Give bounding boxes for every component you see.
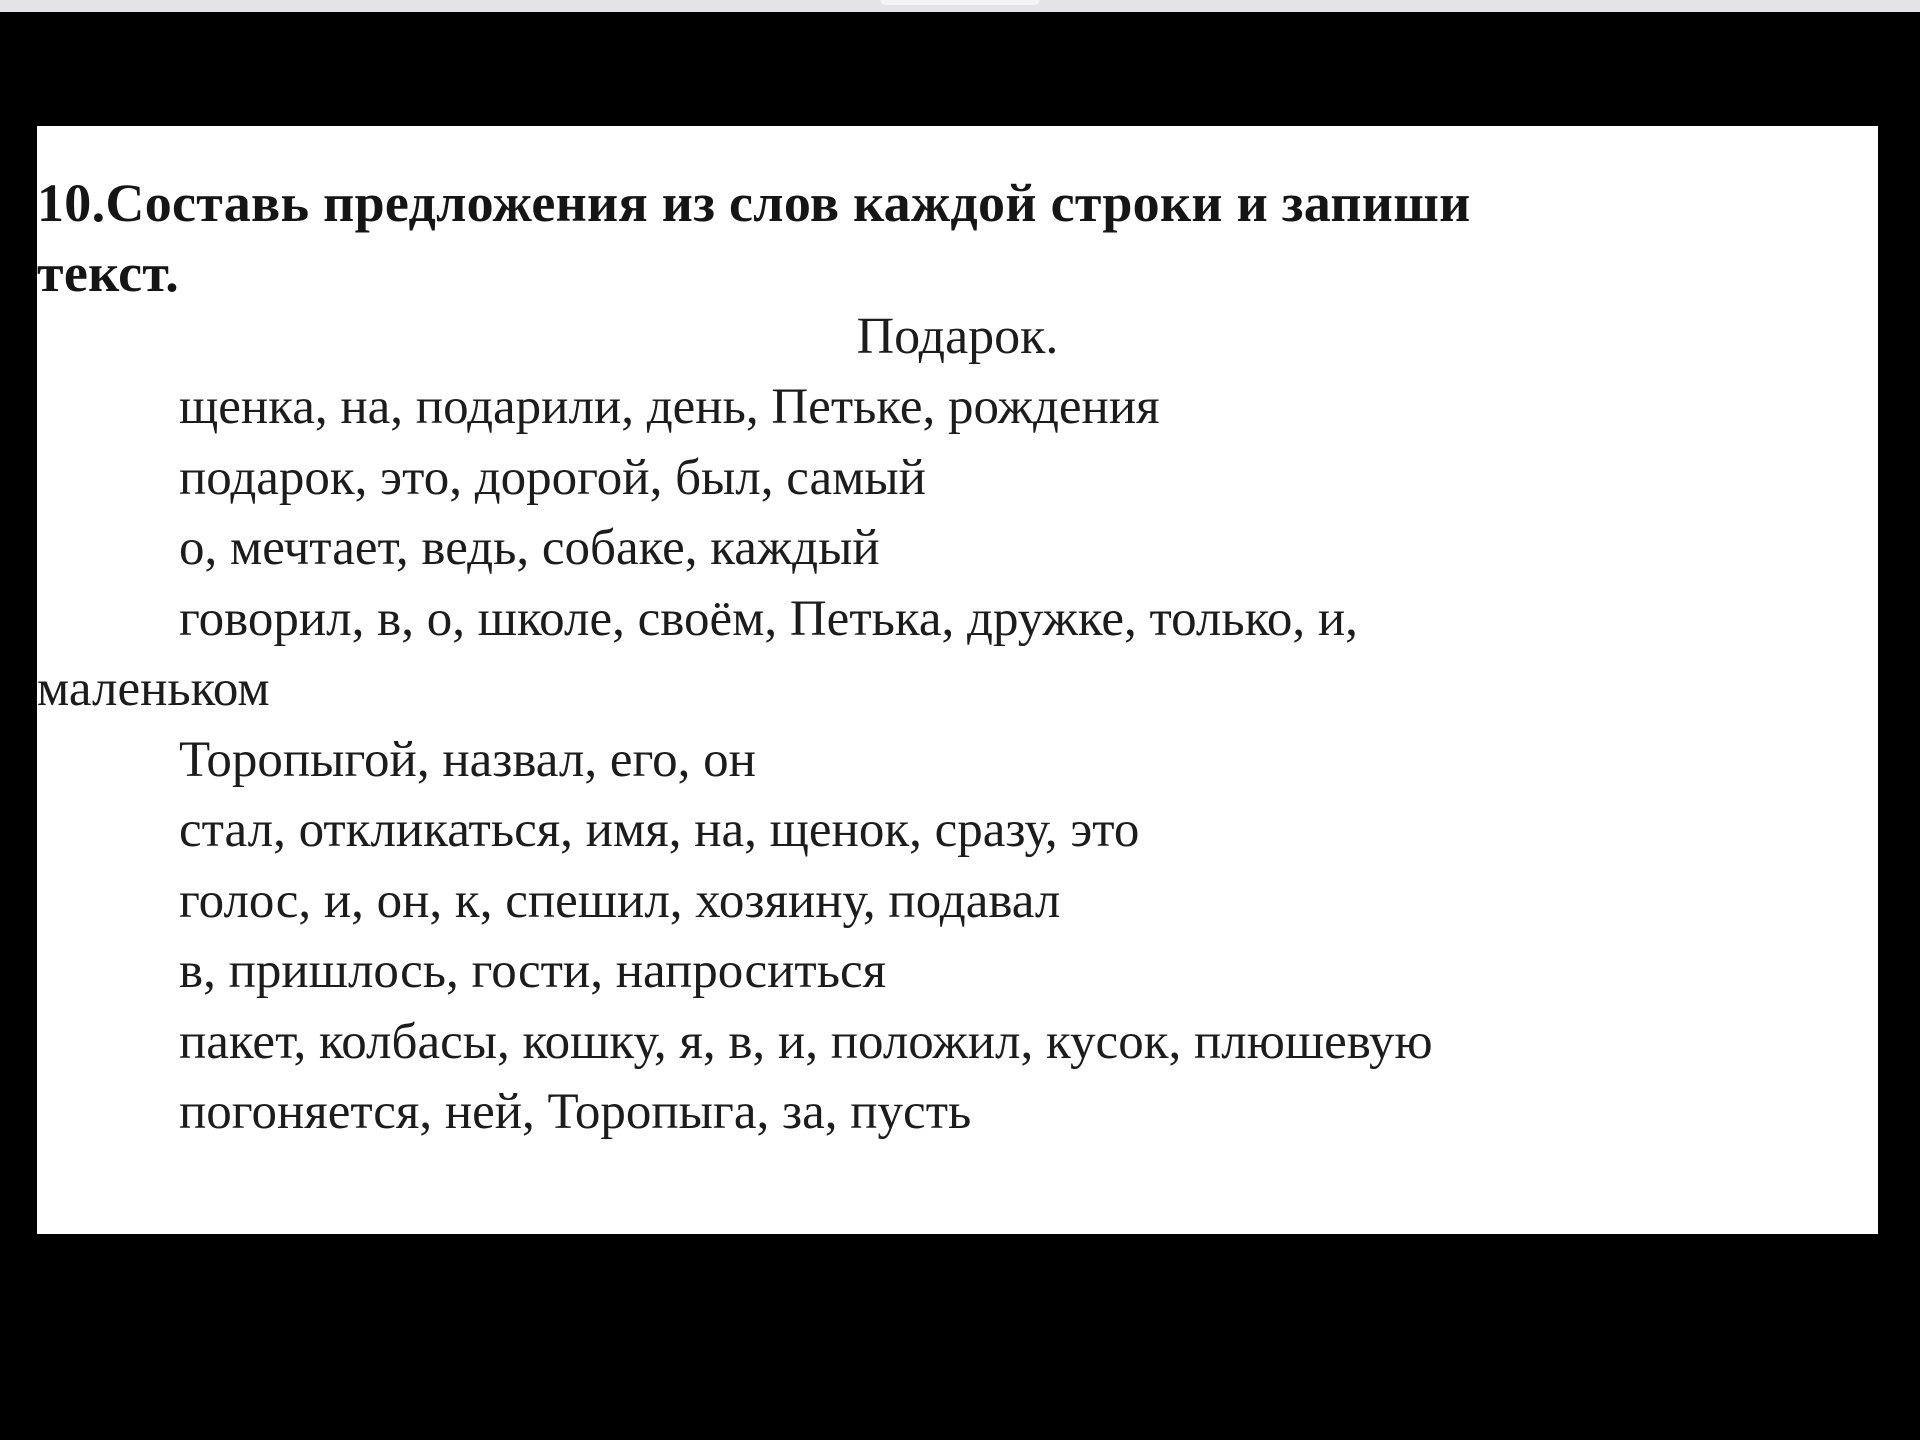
word-line: щенка, на, подарили, день, Петьке, рождения — [179, 379, 1160, 435]
word-line: подарок, это, дорогой, был, самый — [179, 449, 926, 506]
word-line: Торопыгой, назвал, его, он — [179, 731, 756, 788]
task-instruction-line-2: текст. — [37, 243, 179, 303]
word-line: погоняется, ней, Торопыга, за, пусть — [179, 1084, 972, 1140]
word-line: о, мечтает, ведь, собаке, каждый — [179, 520, 880, 576]
word-line: голос, и, он, к, спешил, хозяину, подавал — [179, 872, 1061, 929]
drag-handle[interactable] — [880, 0, 1040, 5]
task-instruction-line-1: 10.Составь предложения из слов каждой строки и запиши — [37, 173, 1471, 233]
word-line: в, пришлось, гости, напроситься — [179, 943, 887, 999]
word-line: говорил, в, о, школе, своём, Петька, дружке, только, и, — [179, 590, 1358, 647]
word-line: пакет, колбасы, кошку, я, в, и, положил, кусок, плюшевую — [179, 1013, 1433, 1070]
word-line-continuation: маленьком — [37, 661, 270, 717]
worksheet-image — [37, 126, 1878, 1234]
story-title: Подарок. — [856, 308, 1059, 365]
top-status-strip — [0, 0, 1920, 12]
task-instruction — [37, 168, 1837, 308]
word-line: стал, откликаться, имя, на, щенок, сразу, это — [179, 802, 1140, 858]
word-lines — [37, 372, 1878, 1148]
